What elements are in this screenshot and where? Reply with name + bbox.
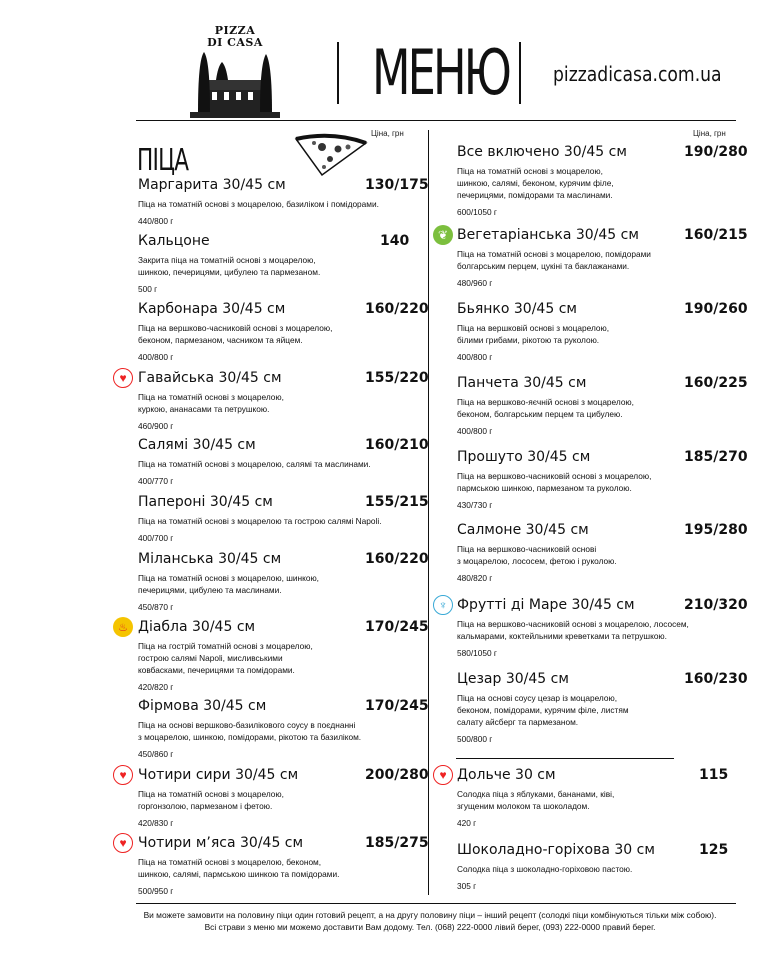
- menu-item-name: Панчета 30/45 см: [457, 375, 587, 391]
- menu-item-price: 190/280: [684, 144, 748, 160]
- menu-item-name: Бьянко 30/45 см: [457, 301, 577, 317]
- footer-line-2: Всі страви з меню ми можемо доставити Вам додому. Тел. (068) 222-0000 лівий берег, (093) 222-0000 правий берег.: [204, 922, 656, 932]
- menu-item-description: [138, 458, 425, 470]
- menu-item-price: 160/220: [365, 301, 429, 317]
- menu-item-description: [138, 788, 425, 812]
- header-divider-left: [337, 42, 339, 104]
- menu-item-price: 155/220: [365, 370, 429, 386]
- menu-item: [457, 842, 744, 891]
- pizza-di-casa-logo: [190, 22, 280, 122]
- menu-item: [138, 301, 429, 362]
- menu-item: [138, 551, 429, 612]
- menu-item: [138, 370, 429, 431]
- description-line: гострою салямі Napoli, мисливськими: [138, 653, 283, 663]
- menu-item-name: Карбонара 30/45 см: [138, 301, 286, 317]
- description-line: Піца на томатній основі з моцарелою,: [138, 392, 284, 402]
- menu-item-description: [138, 640, 425, 676]
- menu-item-price: 170/245: [365, 698, 429, 714]
- menu-item-weight: 440/800 г: [138, 216, 174, 226]
- menu-item-price: 185/275: [365, 835, 429, 851]
- description-line: Закрита піца на томатній основі з моцарелою,: [138, 255, 316, 265]
- menu-item-weight: 600/1050 г: [457, 207, 497, 217]
- menu-item-description: [138, 198, 425, 210]
- menu-item-name: Папероні 30/45 см: [138, 494, 273, 510]
- menu-item-weight: 430/730 г: [457, 500, 493, 510]
- description-line: пармською шинкою, пармезаном та руколою.: [457, 483, 632, 493]
- menu-item-price: 160/220: [365, 551, 429, 567]
- menu-item-weight: 480/820 г: [457, 573, 493, 583]
- menu-item-price: 195/280: [684, 522, 748, 538]
- menu-item-weight: 450/860 г: [138, 749, 174, 759]
- menu-item-price: 200/280: [365, 767, 429, 783]
- menu-item-price: 160/210: [365, 437, 429, 453]
- description-line: Солодка піца з яблуками, бананами, ківі,: [457, 789, 615, 799]
- menu-item-name: Фірмова 30/45 см: [138, 698, 267, 714]
- description-line: Піца на томатній основі з моцарелою, базиліком і помідорами.: [138, 199, 379, 209]
- description-line: білими грибами, рікотою та руколою.: [457, 335, 600, 345]
- menu-item: [457, 144, 748, 217]
- description-line: беконом, помідорами, курячим філе, листям: [457, 705, 629, 715]
- heart-icon: ♥: [113, 368, 133, 388]
- menu-item-name: Маргарита 30/45 см: [138, 177, 286, 193]
- menu-item-description: [457, 863, 744, 875]
- menu-item: [138, 437, 429, 486]
- menu-item-name: Чотири м’яса 30/45 см: [138, 835, 304, 851]
- menu-item-name: Все включено 30/45 см: [457, 144, 627, 160]
- menu-item-weight: 420 г: [457, 818, 477, 828]
- heart-icon: ♥: [113, 833, 133, 853]
- menu-item-weight: 500 г: [138, 284, 158, 294]
- menu-header: [0, 0, 782, 120]
- footer-note: [120, 909, 740, 933]
- description-line: Солодка піца з шоколадно-горіховою пастою.: [457, 864, 633, 874]
- menu-item: [138, 767, 429, 828]
- menu-item-weight: 400/700 г: [138, 533, 174, 543]
- description-line: Піца на томатній основі з моцарелою, помідорами: [457, 249, 651, 259]
- menu-item-description: [457, 396, 744, 420]
- menu-item: [457, 767, 744, 828]
- section-title: ПІЦА: [137, 143, 189, 178]
- menu-item-description: [138, 322, 425, 346]
- description-line: шинкою, салямі, беконом, курячим філе,: [457, 178, 614, 188]
- menu-item: [457, 227, 748, 288]
- footer-line-1: Ви можете замовити на половину піци один готовий рецепт, а на другу половину піци – інший рецепт (солодкі піци комбінуються тільки між собою).: [143, 910, 717, 920]
- menu-item: [457, 375, 748, 436]
- menu-item-weight: 420/830 г: [138, 818, 174, 828]
- menu-item: [457, 671, 748, 744]
- menu-item-price: 115: [699, 767, 729, 783]
- description-line: кальмарами, коктейльними креветками та петрушкою.: [457, 631, 667, 641]
- description-line: Піца на томатній основі з моцарелою,: [138, 789, 284, 799]
- menu-item: [457, 301, 748, 362]
- menu-item-name: Діабла 30/45 см: [138, 619, 256, 635]
- heart-icon: ♥: [113, 765, 133, 785]
- menu-item: [138, 698, 429, 759]
- menu-item-name: Гавайська 30/45 см: [138, 370, 282, 386]
- menu-item-price: 170/245: [365, 619, 429, 635]
- shrimp-icon: ♆: [433, 595, 453, 615]
- menu-item-description: [457, 543, 744, 567]
- menu-item-price: 160/215: [684, 227, 748, 243]
- menu-item-price: 140: [380, 233, 410, 249]
- menu-item-description: [457, 618, 744, 642]
- description-line: печерицями, помідорами та маслинами.: [457, 190, 613, 200]
- menu-item-description: [138, 719, 425, 743]
- description-line: Піца на гострій томатній основі з моцарелою,: [138, 641, 313, 651]
- description-line: Піца на основі вершково-базилікового соусу в поєднанні: [138, 720, 356, 730]
- menu-item-weight: 400/800 г: [457, 426, 493, 436]
- menu-item-weight: 580/1050 г: [457, 648, 497, 658]
- menu-item-weight: 450/870 г: [138, 602, 174, 612]
- description-line: Піца на томатній основі з моцарелою, салямі та маслинами.: [138, 459, 371, 469]
- logo-line-2: DI CASA: [207, 36, 263, 49]
- menu-item-price: 190/260: [684, 301, 748, 317]
- description-line: печерицями, цибулею та маслинами.: [138, 585, 282, 595]
- menu-item-price: 125: [699, 842, 729, 858]
- menu-item-description: [457, 165, 744, 201]
- menu-item-name: Шоколадно-горіхова 30 см: [457, 842, 655, 858]
- menu-item-price: 160/230: [684, 671, 748, 687]
- menu-item-description: [138, 572, 425, 596]
- description-line: Піца на вершково-часниковій основі: [457, 544, 597, 554]
- menu-item-description: [138, 515, 425, 527]
- dessert-divider: [456, 758, 674, 759]
- description-line: Піца на томатній основі з моцарелою, шинкою,: [138, 573, 319, 583]
- description-line: шинкою, салямі, пармською шинкою та помідорами.: [138, 869, 340, 879]
- menu-item-name: Вегетаріанська 30/45 см: [457, 227, 639, 243]
- menu-item: [457, 449, 748, 510]
- description-line: болгарським перцем, цукіні та баклажанами.: [457, 261, 630, 271]
- menu-item-description: [457, 470, 744, 494]
- menu-item-price: 160/225: [684, 375, 748, 391]
- villa-illustration: [190, 50, 280, 122]
- menu-item-price: 210/320: [684, 597, 748, 613]
- menu-item-name: Чотири сири 30/45 см: [138, 767, 299, 783]
- menu-item-name: Салмоне 30/45 см: [457, 522, 589, 538]
- menu-item: [457, 597, 748, 658]
- menu-item-description: [138, 254, 425, 278]
- menu-item-price: 130/175: [365, 177, 429, 193]
- description-line: з моцарелою, шинкою, помідорами, рікотою та базиліком.: [138, 732, 362, 742]
- menu-item: [138, 177, 429, 226]
- footer-rule: [136, 903, 736, 904]
- description-line: беконом, пармезаном, часником та яйцем.: [138, 335, 303, 345]
- description-line: Піца на вершково-часниковій основі з моцарелою,: [138, 323, 333, 333]
- menu-item-name: Салямі 30/45 см: [138, 437, 256, 453]
- website-link[interactable]: pizzadicasa.com.ua: [553, 62, 722, 86]
- heart-icon: ♥: [433, 765, 453, 785]
- price-header-left: Ціна, грн: [371, 129, 404, 138]
- menu-item-description: [457, 788, 744, 812]
- menu-item-name: Цезар 30/45 см: [457, 671, 569, 687]
- description-line: горгонзолою, пармезаном і фетою.: [138, 801, 273, 811]
- menu-item-weight: 500/950 г: [138, 886, 174, 896]
- description-line: згущеним молоком та шоколадом.: [457, 801, 590, 811]
- leaf-icon: ❦: [433, 225, 453, 245]
- description-line: салату айсберг та пармезаном.: [457, 717, 579, 727]
- description-line: шинкою, печерицями, цибулею та пармезаном.: [138, 267, 321, 277]
- description-line: Піца на томатній основі з моцарелою,: [457, 166, 603, 176]
- menu-item-name: Фрутті ді Маре 30/45 см: [457, 597, 635, 613]
- description-line: куркою, ананасами та петрушкою.: [138, 404, 270, 414]
- menu-item-weight: 305 г: [457, 881, 477, 891]
- description-line: ковбасками, печерицями та помідорами.: [138, 665, 295, 675]
- menu-item-weight: 400/800 г: [138, 352, 174, 362]
- description-line: беконом, болгарським перцем та цибулею.: [457, 409, 623, 419]
- menu-item-name: Кальцоне: [138, 233, 210, 249]
- menu-item-weight: 400/800 г: [457, 352, 493, 362]
- description-line: Піца на вершково-яєчній основі з моцарелою,: [457, 397, 634, 407]
- header-rule: [136, 120, 736, 121]
- menu-item-weight: 480/960 г: [457, 278, 493, 288]
- menu-item-price: 155/215: [365, 494, 429, 510]
- menu-item-name: Прошуто 30/45 см: [457, 449, 591, 465]
- menu-item-description: [457, 692, 744, 728]
- menu-item-name: Міланська 30/45 см: [138, 551, 282, 567]
- menu-item-description: [138, 856, 425, 880]
- menu-item-weight: 420/820 г: [138, 682, 174, 692]
- menu-item: [457, 522, 748, 583]
- pepper-icon: ♨: [113, 617, 133, 637]
- menu-item-weight: 500/800 г: [457, 734, 493, 744]
- menu-item-weight: 400/770 г: [138, 476, 174, 486]
- menu-item-name: Дольче 30 см: [457, 767, 556, 783]
- description-line: Піца на томатній основі з моцарелою та гострою салямі Napoli.: [138, 516, 382, 526]
- menu-item-description: [138, 391, 425, 415]
- page-title: МЕНЮ: [372, 36, 509, 109]
- menu-item: [138, 233, 425, 294]
- menu-item: [138, 835, 429, 896]
- price-header-right: Ціна, грн: [693, 129, 726, 138]
- menu-item-weight: 460/900 г: [138, 421, 174, 431]
- description-line: Піца на вершково-часниковій основі з моцарелою, лососем,: [457, 619, 689, 629]
- pizza-slice-icon: [292, 133, 370, 177]
- description-line: Піца на вершковій основі з моцарелою,: [457, 323, 610, 333]
- logo-line-1: PIZZA: [214, 24, 256, 37]
- menu-item: [138, 494, 429, 543]
- menu-item-description: [457, 322, 744, 346]
- description-line: Піца на томатній основі з моцарелою, беконом,: [138, 857, 322, 867]
- menu-item: [138, 619, 429, 692]
- description-line: з моцарелою, лососем, фетою і руколою.: [457, 556, 617, 566]
- description-line: Піца на вершково-часниковій основі з моцарелою,: [457, 471, 652, 481]
- description-line: Піца на основі соусу цезар із моцарелою,: [457, 693, 618, 703]
- menu-item-description: [457, 248, 744, 272]
- header-divider-right: [519, 42, 521, 104]
- menu-item-price: 185/270: [684, 449, 748, 465]
